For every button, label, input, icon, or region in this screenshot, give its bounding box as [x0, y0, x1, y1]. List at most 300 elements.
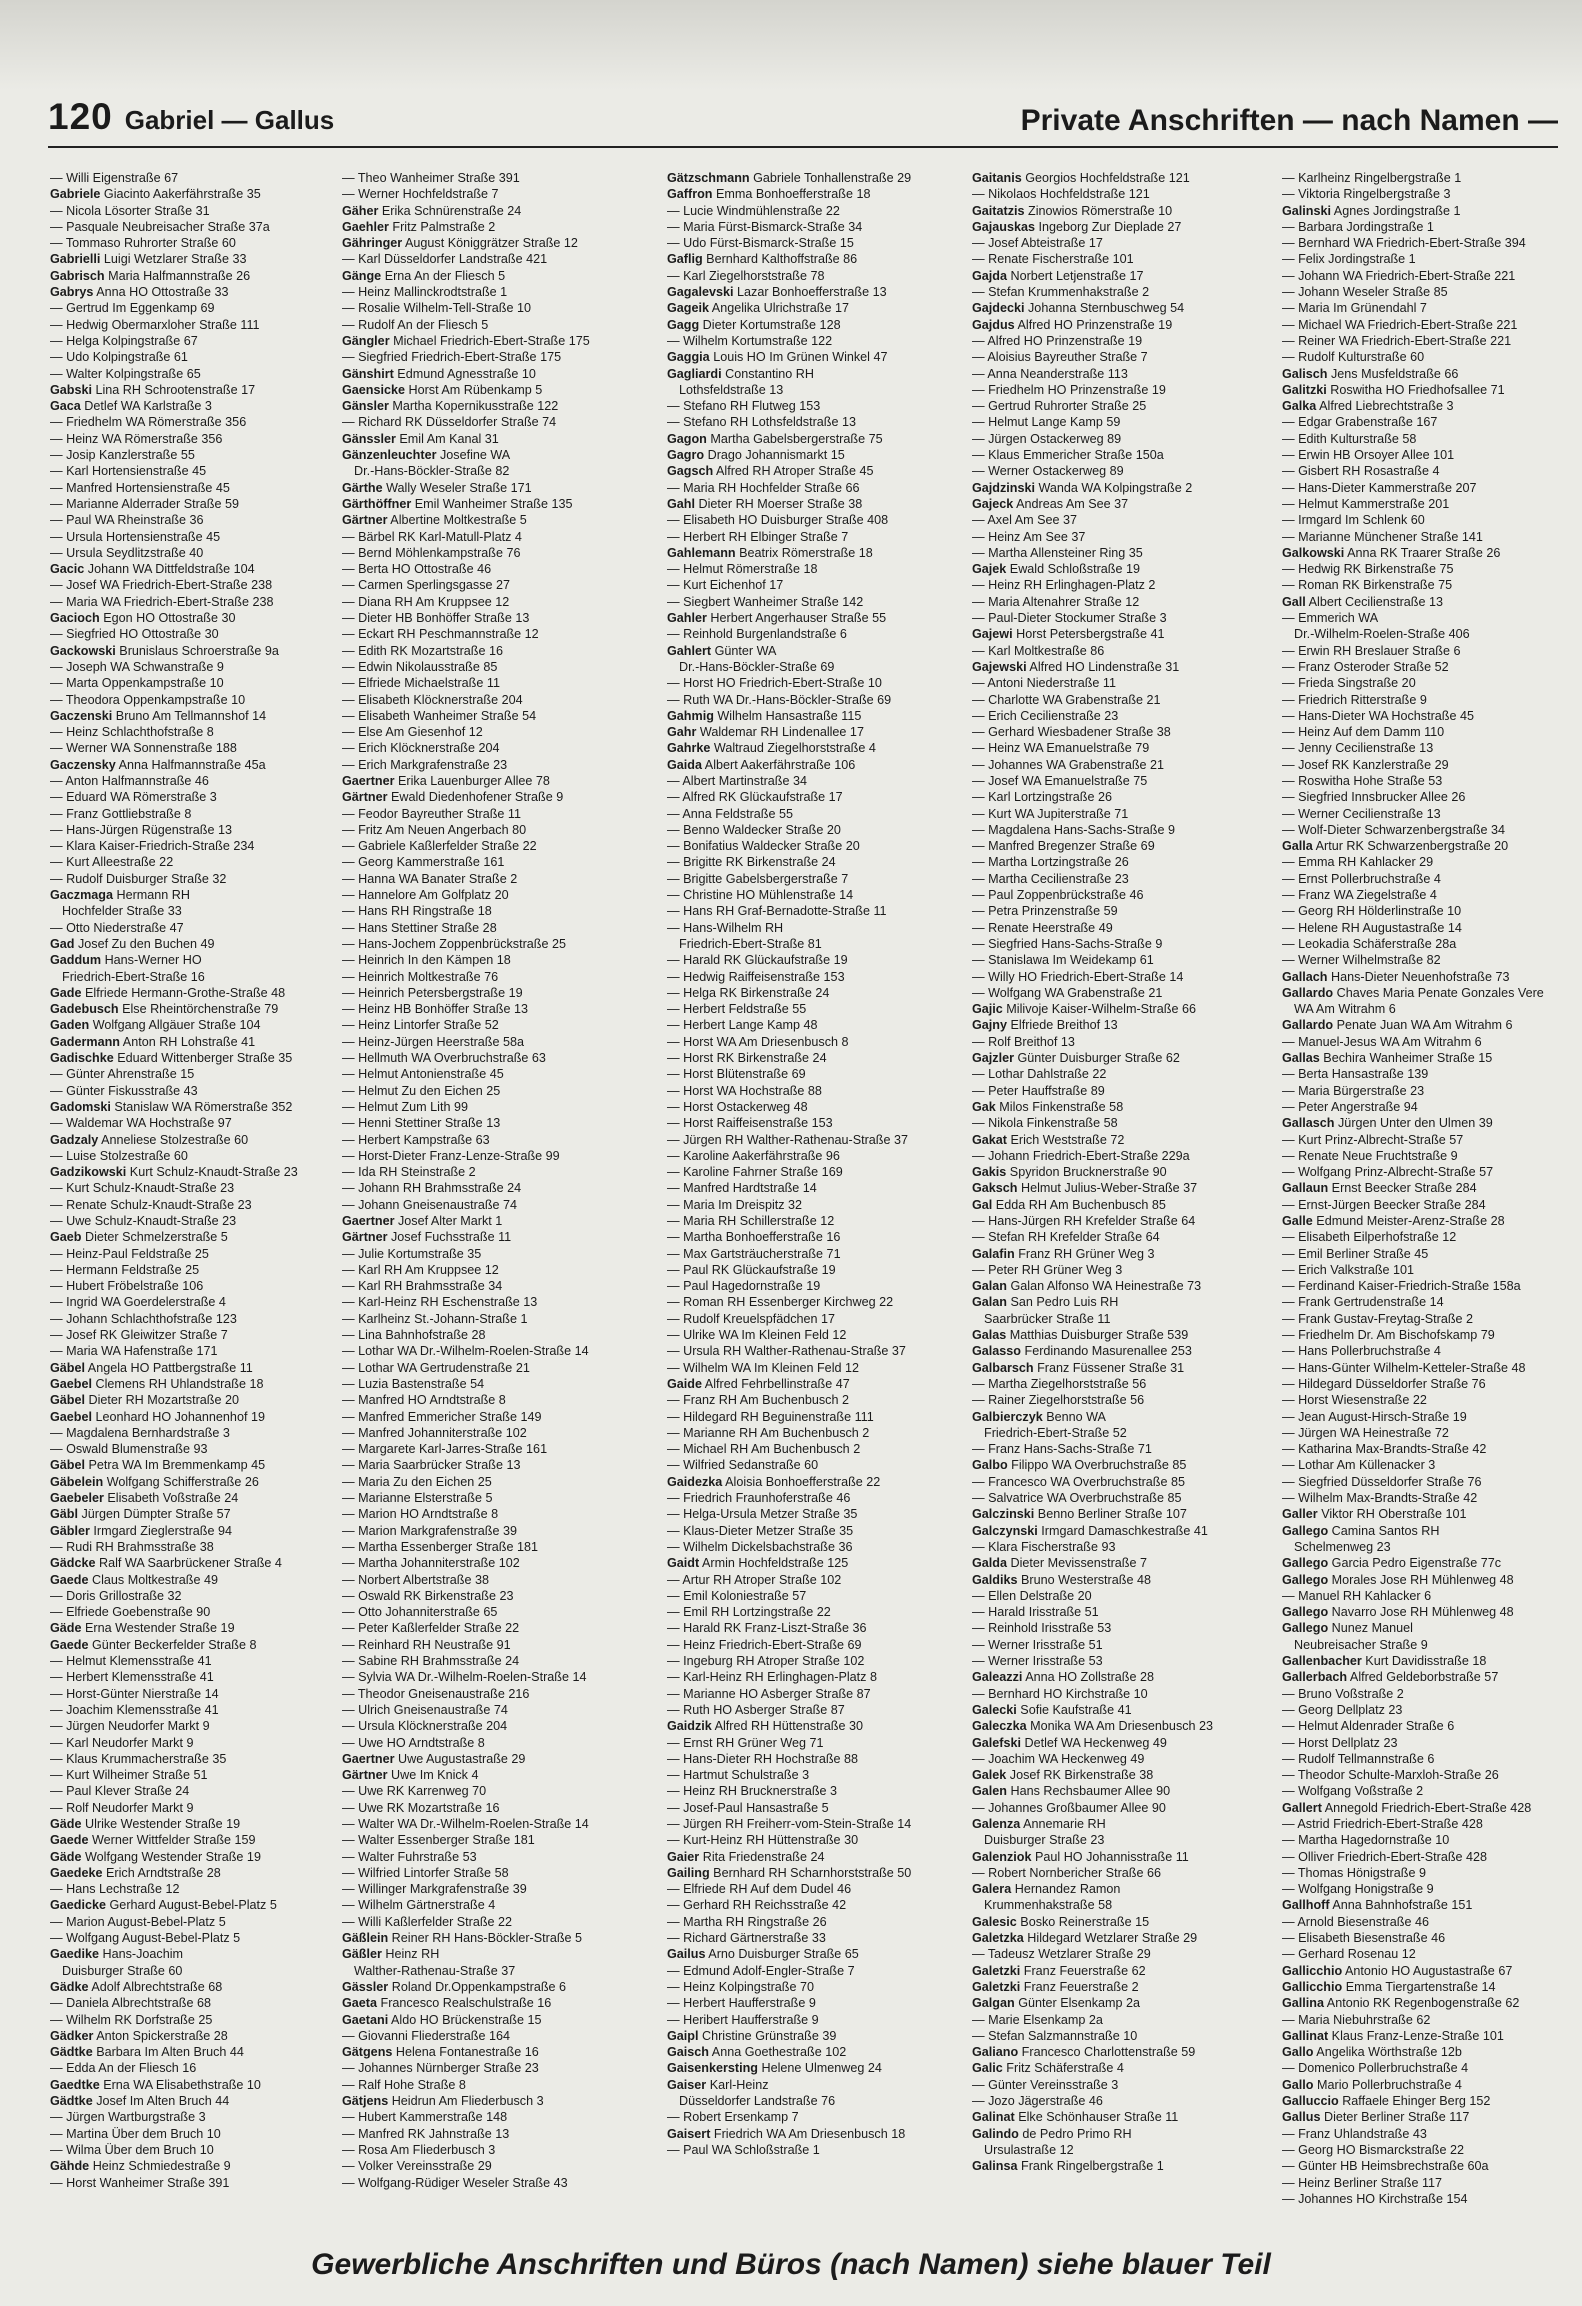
directory-entry: Gaflig Bernhard Kalthoffstraße 86 — [667, 252, 858, 267]
directory-entry: — Hans Lechstraße 12 — [50, 1882, 180, 1897]
directory-entry: Gallardo Chaves Maria Penate Gonzales Vere — [1282, 985, 1544, 1000]
directory-entry: — Hans Pollerbruchstraße 4 — [1282, 1344, 1441, 1359]
directory-entry: — Johannes Großbaumer Allee 90 — [972, 1800, 1166, 1815]
directory-entry: — Johann RH Brahmsstraße 24 — [342, 1181, 522, 1196]
directory-entry: — Günter Ahrenstraße 15 — [50, 1067, 195, 1082]
directory-entry: — Jozo Jägerstraße 46 — [972, 2094, 1103, 2109]
directory-entry: Gagalevski Lazar Bonhoefferstraße 13 — [667, 285, 887, 300]
directory-entry: — Maria Im Grünendahl 7 — [1282, 301, 1427, 316]
directory-entry: — Axel Am See 37 — [972, 513, 1078, 528]
directory-entry: Duisburger Straße 23 — [984, 1833, 1105, 1848]
directory-entry: — Erwin RH Breslauer Straße 6 — [1282, 643, 1461, 658]
directory-entry: Gallo Angelika Wörthstraße 12b — [1282, 2045, 1462, 2060]
directory-entry: Galefski Detlef WA Heckenweg 49 — [972, 1735, 1167, 1750]
directory-entry: — Hildegard RH Beguinenstraße 111 — [667, 1409, 874, 1424]
directory-entry: — Helmut Römerstraße 18 — [667, 562, 818, 577]
directory-entry: Gageik Angelika Ulrichstraße 17 — [667, 301, 849, 316]
directory-entry: — Frieda Singstraße 20 — [1282, 676, 1416, 691]
directory-entry: — Theo Wanheimer Straße 391 — [342, 171, 520, 185]
directory-entry: — Kurt Alleestraße 22 — [50, 855, 174, 870]
directory-entry: — Berta HO Ottostraße 46 — [342, 562, 492, 577]
directory-entry: — Willi Kaßlerfelder Straße 22 — [342, 1914, 513, 1929]
directory-entry: — Fritz Am Neuen Angerbach 80 — [342, 822, 527, 837]
directory-entry: — Wolfgang-Rüdiger Weseler Straße 43 — [342, 2175, 568, 2190]
directory-entry: Gaedeke Erich Arndtstraße 28 — [50, 1865, 221, 1880]
directory-entry: — Maria Saarbrücker Straße 13 — [342, 1458, 521, 1473]
directory-entry: — Karl-Heinz RH Erlinghagen-Platz 8 — [667, 1670, 877, 1685]
directory-entry: Gaisch Anna Goethestraße 102 — [667, 2045, 847, 2060]
directory-entry: — Irmgard Im Schlenk 60 — [1282, 513, 1425, 528]
directory-entry: — Reinhard RH Neustraße 91 — [342, 1637, 511, 1652]
directory-entry: — Hans-Jürgen Rügenstraße 13 — [50, 822, 233, 837]
directory-entry: — Gerhard Rosenau 12 — [1282, 1947, 1416, 1962]
directory-entry: Galinski Agnes Jordingstraße 1 — [1282, 203, 1461, 218]
directory-entry: Gallus Dieter Berliner Straße 117 — [1282, 2110, 1470, 2125]
directory-entry: Gaitatzis Zinowios Römerstraße 10 — [972, 203, 1173, 218]
directory-entry: Galafin Franz RH Grüner Weg 3 — [972, 1246, 1155, 1261]
directory-entry: — Anna Neanderstraße 113 — [972, 366, 1128, 381]
directory-entry: — Ursula Hortensienstraße 45 — [50, 529, 221, 544]
directory-entry: Gädtke Josef Im Alten Bruch 44 — [50, 2094, 230, 2109]
directory-entry: — Klaus Krummacherstraße 35 — [50, 1751, 227, 1766]
directory-entry: Gaebel Clemens RH Uhlandstraße 18 — [50, 1376, 264, 1391]
directory-entry: Galluccio Raffaele Ehinger Berg 152 — [1282, 2094, 1491, 2109]
directory-entry: — Heinz Mallinckrodtstraße 1 — [342, 285, 508, 300]
directory-entry: Gallego Navarro Jose RH Mühlenweg 48 — [1282, 1605, 1514, 1620]
directory-entry: Gahmig Wilhelm Hansastraße 115 — [667, 708, 862, 723]
directory-entry: — Friedhelm HO Prinzenstraße 19 — [972, 382, 1166, 397]
directory-entry: Gaede Werner Wittfelder Straße 159 — [50, 1833, 256, 1848]
directory-entry: — Bernhard HO Kirchstraße 10 — [972, 1686, 1148, 1701]
directory-entry: — Manfred Bregenzer Straße 69 — [972, 839, 1155, 854]
directory-entry: Friedrich-Ebert-Straße 16 — [62, 969, 205, 984]
directory-entry: — Elfriede Goebenstraße 90 — [50, 1605, 211, 1620]
directory-entry: — Rosalie Wilhelm-Tell-Straße 10 — [342, 301, 531, 316]
directory-entry: — Doris Grillostraße 32 — [50, 1588, 182, 1603]
directory-entry: — Wilhelm WA Im Kleinen Feld 12 — [667, 1360, 859, 1375]
directory-entry: Gadermann Anton RH Lohstraße 41 — [50, 1034, 256, 1049]
directory-entry: — Ida RH Steinstraße 2 — [342, 1165, 476, 1180]
directory-entry: Gakat Erich Weststraße 72 — [972, 1132, 1125, 1147]
directory-entry: — Karl Hortensienstraße 45 — [50, 464, 207, 479]
directory-entry: Galasso Ferdinando Masurenallee 253 — [972, 1344, 1192, 1359]
directory-entry: — Horst WA Hochstraße 88 — [667, 1083, 822, 1098]
directory-entry: — Edmund Adolf-Engler-Straße 7 — [667, 1963, 855, 1978]
directory-entry: Friedrich-Ebert-Straße 52 — [984, 1425, 1127, 1440]
directory-entry: — Hans-Dieter RH Hochstraße 88 — [667, 1751, 859, 1766]
directory-entry: — Erich Klöcknerstraße 204 — [342, 741, 500, 756]
directory-entry: — Udo Fürst-Bismarck-Straße 15 — [667, 236, 854, 251]
directory-entry: Gajda Norbert Letjenstraße 17 — [972, 268, 1144, 283]
directory-entry: Gad Josef Zu den Buchen 49 — [50, 936, 215, 951]
directory-entry: — Bernd Möhlenkampstraße 76 — [342, 545, 521, 560]
directory-entry: — Max Gartsträucherstraße 71 — [667, 1246, 841, 1261]
directory-entry: — Astrid Friedrich-Ebert-Straße 428 — [1282, 1816, 1483, 1831]
directory-entry: Gahr Waldemar RH Lindenallee 17 — [667, 725, 864, 740]
directory-entry: Gajeck Andreas Am See 37 — [972, 496, 1129, 511]
directory-entry: Galczynski Irmgard Damaschkestraße 41 — [972, 1523, 1208, 1538]
directory-entry: Gallego Morales Jose RH Mühlenweg 48 — [1282, 1572, 1514, 1587]
directory-entry: — Rudolf Kulturstraße 60 — [1282, 350, 1425, 365]
directory-entry: Galle Edmund Meister-Arenz-Straße 28 — [1282, 1214, 1505, 1228]
directory-entry: — Marta Oppenkampstraße 10 — [50, 676, 224, 691]
directory-entry: — Eduard WA Römerstraße 3 — [50, 790, 217, 805]
directory-entry: Gaetani Aldo HO Brückenstraße 15 — [342, 2012, 542, 2027]
directory-entry: Gänssler Emil Am Kanal 31 — [342, 431, 499, 446]
directory-entry: — Sylvia WA Dr.-Wilhelm-Roelen-Straße 14 — [342, 1670, 587, 1685]
directory-entry: — Wilhelm Dickelsbachstraße 36 — [667, 1539, 853, 1554]
directory-entry: — Emma RH Kahlacker 29 — [1282, 855, 1434, 870]
directory-entry: — Hans-Wilhelm RH — [667, 920, 784, 935]
directory-entry: Gabriele Giacinto Aakerfährstraße 35 — [50, 187, 261, 202]
directory-entry: Gaidzik Alfred RH Hüttenstraße 30 — [667, 1719, 863, 1734]
directory-entry: — Klaus Emmericher Straße 150a — [972, 448, 1164, 463]
directory-entry: — Werner Wilhelmstraße 82 — [1282, 953, 1441, 968]
directory-entry: — Franz Gottliebstraße 8 — [50, 806, 192, 821]
directory-entry: Galdiks Bruno Westerstraße 48 — [972, 1572, 1151, 1587]
directory-entry: — Michael WA Friedrich-Ebert-Straße 221 — [1282, 317, 1518, 332]
directory-entry: Gaensicke Horst Am Rübenkamp 5 — [342, 382, 543, 397]
directory-entry: Gallert Annegold Friedrich-Ebert-Straße 428 — [1282, 1800, 1532, 1815]
directory-entry: — Oswald Blumenstraße 93 — [50, 1442, 208, 1457]
directory-entry: — Reinhold Burgenlandstraße 6 — [667, 627, 847, 642]
directory-entry: — Werner Ostackerweg 89 — [972, 464, 1124, 479]
directory-entry: — Marie Elsenkamp 2a — [972, 2012, 1103, 2027]
directory-entry: — Heinz-Paul Feldstraße 25 — [50, 1246, 209, 1261]
directory-entry: — Stefano RH Lothsfeldstraße 13 — [667, 415, 857, 430]
directory-entry: — Ruth WA Dr.-Hans-Böckler-Straße 69 — [667, 692, 892, 707]
directory-entry: Gallinat Klaus Franz-Lenze-Straße 101 — [1282, 2028, 1504, 2043]
directory-entry: — Arnold Biesenstraße 46 — [1282, 1914, 1430, 1929]
directory-entry: — Kurt Schulz-Knaudt-Straße 23 — [50, 1181, 235, 1196]
directory-entry: — Petra Prinzenstraße 59 — [972, 904, 1118, 919]
directory-entry: — Herbert Kampstraße 63 — [342, 1132, 490, 1147]
directory-entry: Galetzka Hildegard Wetzlarer Straße 29 — [972, 1931, 1198, 1946]
directory-entry: Galera Hernandez Ramon — [972, 1882, 1121, 1897]
directory-entry: — Paul Zoppenbrückstraße 46 — [972, 888, 1144, 903]
directory-entry: — Wilhelm Gärtnerstraße 4 — [342, 1898, 496, 1913]
directory-column-5 — [1282, 170, 1582, 2240]
directory-entry: — Georg Kammerstraße 161 — [342, 855, 505, 870]
directory-entry: — Robert Nornbericher Straße 66 — [972, 1865, 1161, 1880]
directory-entry: Gackowski Brunislaus Schroerstraße 9a — [50, 643, 279, 658]
directory-entry: Saarbrücker Straße 11 — [984, 1311, 1111, 1326]
directory-entry: — Martha Lortzingstraße 26 — [972, 855, 1129, 870]
directory-entry: Gagon Martha Gabelsbergerstraße 75 — [667, 431, 883, 446]
directory-entry: — Karl Ziegelhorststraße 78 — [667, 268, 825, 283]
directory-entry: — Hannelore Am Golfplatz 20 — [342, 888, 509, 903]
directory-entry: — Ellen Delstraße 20 — [972, 1588, 1092, 1603]
directory-entry: — Viktoria Ringelbergstraße 3 — [1282, 187, 1451, 202]
directory-entry: — Uwe HO Arndtstraße 8 — [342, 1735, 485, 1750]
directory-entry: Gaidezka Aloisia Bonhoefferstraße 22 — [667, 1474, 881, 1489]
directory-entry: — Werner Irisstraße 53 — [972, 1654, 1103, 1669]
directory-entry: — Werner Irisstraße 51 — [972, 1637, 1103, 1652]
directory-entry: — Edith Kulturstraße 58 — [1282, 431, 1417, 446]
directory-entry: — Martha Ziegelhorststraße 56 — [972, 1376, 1147, 1391]
directory-entry: — Hans RH Ringstraße 18 — [342, 904, 492, 919]
directory-entry: Gallina Antonio RK Regenbogenstraße 62 — [1282, 1996, 1520, 2011]
directory-entry: Dr.-Hans-Böckler-Straße 82 — [354, 464, 510, 479]
directory-entry: Ursulastraße 12 — [984, 2142, 1074, 2157]
directory-entry: Gallego Garcia Pedro Eigenstraße 77c — [1282, 1556, 1502, 1571]
directory-entry: — Rainer Ziegelhorststraße 56 — [972, 1393, 1145, 1408]
directory-entry: Duisburger Straße 60 — [62, 1963, 183, 1978]
directory-entry: — Erich Cecilienstraße 23 — [972, 708, 1119, 723]
directory-entry: — Klara Fischerstraße 93 — [972, 1539, 1116, 1554]
directory-entry: — Heinz RH Erlinghagen-Platz 2 — [972, 578, 1156, 593]
directory-entry: — Antoni Niederstraße 11 — [972, 676, 1116, 691]
directory-entry: — Rudi RH Brahmsstraße 38 — [50, 1539, 214, 1554]
directory-entry: — Barbara Jordingstraße 1 — [1282, 219, 1434, 234]
directory-entry: Galetzki Franz Feuerstraße 2 — [972, 1979, 1139, 1994]
directory-entry: Gätzschmann Gabriele Tonhallenstraße 29 — [667, 171, 912, 185]
directory-entry: — Helmut Lange Kamp 59 — [972, 415, 1121, 430]
directory-entry: — Willi Eigenstraße 67 — [50, 171, 179, 185]
directory-entry: — Manfred Hardtstraße 14 — [667, 1181, 817, 1196]
directory-entry: — Anna Feldstraße 55 — [667, 806, 794, 821]
directory-entry: — Aloisius Bayreuther Straße 7 — [972, 350, 1148, 365]
directory-entry: Gaddum Hans-Werner HO — [50, 953, 202, 968]
directory-entry: Gajek Ewald Schloßstraße 19 — [972, 562, 1141, 577]
directory-entry: Gallo Mario Pollerbruchstraße 4 — [1282, 2077, 1462, 2092]
directory-entry: Gadebusch Else Rheintörchenstraße 79 — [50, 1002, 279, 1017]
directory-entry: — Giovanni Fliederstraße 164 — [342, 2028, 510, 2043]
directory-entry: Gaeta Francesco Realschulstraße 16 — [342, 1996, 552, 2011]
directory-entry: Gadzaly Anneliese Stolzestraße 60 — [50, 1132, 249, 1147]
directory-entry: — Michael RH Am Buchenbusch 2 — [667, 1442, 861, 1457]
footer-note: Gewerbliche Anschriften und Büros (nach Namen) siehe blauer Teil — [311, 2248, 1271, 2281]
directory-entry: — Tommaso Ruhrorter Straße 60 — [50, 236, 236, 251]
directory-entry: Gallicchio Antonio HO Augustastraße 67 — [1282, 1963, 1513, 1978]
directory-entry: — Peter Kaßlerfelder Straße 22 — [342, 1621, 520, 1636]
directory-entry: — Kurt Prinz-Albrecht-Straße 57 — [1282, 1132, 1464, 1147]
directory-entry: Gadzikowski Kurt Schulz-Knaudt-Straße 23 — [50, 1165, 298, 1180]
directory-entry: Gagliardi Constantino RH — [667, 366, 814, 381]
directory-entry: — Hedwig Obermarxloher Straße 111 — [50, 317, 260, 332]
directory-entry: — Ernst-Jürgen Beecker Straße 284 — [1282, 1197, 1486, 1212]
directory-entry: Galinat Elke Schönhauser Straße 11 — [972, 2110, 1179, 2125]
directory-entry: — Theodor Schulte-Marxloh-Straße 26 — [1282, 1768, 1499, 1783]
directory-entry: — Volker Vereinsstraße 29 — [342, 2159, 492, 2174]
directory-entry: — Siegfried Hans-Sachs-Straße 9 — [972, 936, 1163, 951]
directory-entry: — Daniela Albrechtstraße 68 — [50, 1996, 212, 2011]
directory-entry: — Siegbert Wanheimer Straße 142 — [667, 594, 864, 609]
directory-entry: Gaertner Josef Alter Markt 1 — [342, 1214, 503, 1228]
directory-entry: Gajzler Günter Duisburger Straße 62 — [972, 1051, 1180, 1066]
directory-entry: — Siegfried Düsseldorfer Straße 76 — [1282, 1474, 1482, 1489]
directory-entry: — Erich Valkstraße 101 — [1282, 1262, 1415, 1277]
directory-entry: — Maria Bürgerstraße 23 — [1282, 1083, 1425, 1098]
directory-entry: Gallerbach Alfred Geldeborbstraße 57 — [1282, 1670, 1499, 1685]
directory-entry: Gade Elfriede Hermann-Grothe-Straße 48 — [50, 985, 286, 1000]
directory-entry: — Henni Stettiner Straße 13 — [342, 1116, 501, 1131]
directory-entry: Gänsler Martha Kopernikusstraße 122 — [342, 399, 559, 414]
directory-entry: — Tadeusz Wetzlarer Straße 29 — [972, 1947, 1151, 1962]
directory-entry: Gallasch Jürgen Unter den Ulmen 39 — [1282, 1116, 1493, 1131]
directory-entry: — Hellmuth WA Overbruchstraße 63 — [342, 1051, 546, 1066]
directory-entry: Gaebel Leonhard HO Johannenhof 19 — [50, 1409, 265, 1424]
directory-entry: — Johannes Nürnberger Straße 23 — [342, 2061, 539, 2076]
directory-entry: — Bruno Voßstraße 2 — [1282, 1686, 1404, 1701]
directory-entry: Galkowski Anna RK Traarer Straße 26 — [1282, 545, 1501, 560]
directory-entry: — Hubert Kammerstraße 148 — [342, 2110, 508, 2125]
directory-entry: — Reiner WA Friedrich-Ebert-Straße 221 — [1282, 333, 1512, 348]
directory-entry: Dr.-Hans-Böckler-Straße 69 — [679, 659, 835, 674]
directory-entry: — Peter Hauffstraße 89 — [972, 1083, 1105, 1098]
directory-entry: — Willy HO Friedrich-Ebert-Straße 14 — [972, 969, 1184, 984]
directory-entry: Galenza Annemarie RH — [972, 1816, 1106, 1831]
directory-entry: — Johannes HO Kirchstraße 154 — [1282, 2191, 1468, 2206]
directory-entry: — Frank Gertrudenstraße 14 — [1282, 1295, 1444, 1310]
name-range: Gabriel — Gallus — [124, 105, 335, 135]
directory-entry: — Lothar Am Küllenacker 3 — [1282, 1458, 1436, 1473]
directory-entry: Gaggia Louis HO Im Grünen Winkel 47 — [667, 350, 888, 365]
directory-entry: — Heinz Schlachthofstraße 8 — [50, 725, 214, 740]
directory-entry: — Karl Lortzingstraße 26 — [972, 790, 1112, 805]
directory-entry: — Lucie Windmühlenstraße 22 — [667, 203, 840, 218]
directory-entry: — Wolfgang Honigstraße 9 — [1282, 1882, 1434, 1897]
directory-entry: Gallicchio Emma Tiergartenstraße 14 — [1282, 1979, 1496, 1994]
directory-entry: — Horst Wanheimer Straße 391 — [50, 2175, 230, 2190]
directory-entry: — Udo Kolpingstraße 61 — [50, 350, 188, 365]
directory-entry: Gärtner Uwe Im Knick 4 — [342, 1768, 479, 1783]
directory-entry: — Johann Schlachthofstraße 123 — [50, 1311, 237, 1326]
directory-entry: — Kurt Eichenhof 17 — [667, 578, 784, 593]
directory-entry: — Wilhelm RK Dorfstraße 25 — [50, 2012, 213, 2027]
directory-entry: Gänzenleuchter Josefine WA — [342, 448, 511, 463]
directory-entry: Galetzki Franz Feuerstraße 62 — [972, 1963, 1146, 1978]
directory-entry: — Felix Jordingstraße 1 — [1282, 252, 1416, 267]
directory-entry: — Rudolf An der Fliesch 5 — [342, 317, 489, 332]
directory-entry: — Karl RH Am Kruppsee 12 — [342, 1262, 499, 1277]
directory-entry: — Jürgen Neudorfer Markt 9 — [50, 1719, 210, 1734]
directory-entry: Schelmenweg 23 — [1294, 1539, 1391, 1554]
directory-entry: — Brigitte RK Birkenstraße 24 — [667, 855, 836, 870]
directory-entry: — Renate Fischerstraße 101 — [972, 252, 1134, 267]
directory-entry: — Heinrich Moltkestraße 76 — [342, 969, 499, 984]
directory-entry: — Walter WA Dr.-Wilhelm-Roelen-Straße 14 — [342, 1816, 589, 1831]
directory-entry: — Ingeburg RH Atroper Straße 102 — [667, 1654, 865, 1669]
directory-entry: — Frank Gustav-Freytag-Straße 2 — [1282, 1311, 1474, 1326]
directory-entry: — Karl-Heinz RH Eschenstraße 13 — [342, 1295, 538, 1310]
directory-entry: — Klaus-Dieter Metzer Straße 35 — [667, 1523, 854, 1538]
directory-entry: — Paul WA Schloßstraße 1 — [667, 2142, 820, 2157]
directory-entry: — Diana RH Am Kruppsee 12 — [342, 594, 510, 609]
directory-entry: — Marion HO Arndtstraße 8 — [342, 1507, 499, 1522]
directory-entry: Gaertner Erika Lauenburger Allee 78 — [342, 773, 550, 788]
directory-entry: — Peter RH Grüner Weg 3 — [972, 1262, 1123, 1277]
directory-entry: Gaebeler Elisabeth Voßstraße 24 — [50, 1491, 239, 1506]
directory-entry: Gagg Dieter Kortumstraße 128 — [667, 317, 841, 332]
directory-entry: — Otto Niederstraße 47 — [50, 920, 184, 935]
directory-entry: — Magdalena Hans-Sachs-Straße 9 — [972, 822, 1175, 837]
directory-entry: — Werner Hochfeldstraße 7 — [342, 187, 499, 202]
directory-entry: — Rudolf Tellmannstraße 6 — [1282, 1751, 1435, 1766]
directory-entry: — Franz RH Am Buchenbusch 2 — [667, 1393, 849, 1408]
directory-entry: Gal Edda RH Am Buchenbusch 85 — [972, 1197, 1166, 1212]
directory-entry: — Siegfried Friedrich-Ebert-Straße 175 — [342, 350, 562, 365]
directory-entry: — Harald Irisstraße 51 — [972, 1605, 1099, 1620]
directory-entry: Gailing Bernhard RH Scharnhorststraße 50 — [667, 1865, 912, 1880]
directory-entry: — Paul-Dieter Stockumer Straße 3 — [972, 611, 1167, 626]
directory-entry: — Heinz-Jürgen Heerstraße 58a — [342, 1034, 524, 1049]
directory-entry: Gaedicke Gerhard August-Bebel-Platz 5 — [50, 1898, 277, 1913]
directory-entry: — Günter Fiskusstraße 43 — [50, 1083, 198, 1098]
directory-entry: — Karl RH Brahmsstraße 34 — [342, 1279, 503, 1294]
directory-entry: — Renate Heerstraße 49 — [972, 920, 1113, 935]
directory-entry: Gajdecki Johanna Sternbuschweg 54 — [972, 301, 1185, 316]
directory-entry: — Horst RK Birkenstraße 24 — [667, 1051, 827, 1066]
directory-entry: — Thomas Hönigstraße 9 — [1282, 1865, 1426, 1880]
directory-entry: Gagsch Alfred RH Atroper Straße 45 — [667, 464, 874, 479]
directory-entry: — Alfred RK Glückaufstraße 17 — [667, 790, 843, 805]
directory-entry: Gabrielli Luigi Wetzlarer Straße 33 — [50, 252, 247, 267]
directory-entry: — Ingrid WA Goerdelerstraße 4 — [50, 1295, 226, 1310]
directory-entry: Galczinski Benno Berliner Straße 107 — [972, 1507, 1187, 1522]
directory-entry: Gärthe Wally Weseler Straße 171 — [342, 480, 532, 495]
directory-entry: — Francesco WA Overbruchstraße 85 — [972, 1474, 1185, 1489]
directory-entry: — Elisabeth Eilperhofstraße 12 — [1282, 1230, 1457, 1245]
directory-entry: — Uwe Schulz-Knaudt-Straße 23 — [50, 1214, 237, 1228]
directory-entry: — Uwe RK Mozartstraße 16 — [342, 1800, 500, 1815]
directory-entry: Gäbl Jürgen Dümpter Straße 57 — [50, 1507, 231, 1522]
directory-entry: Hochfelder Straße 33 — [62, 904, 182, 919]
directory-entry: — Gerhard RH Reichsstraße 42 — [667, 1898, 847, 1913]
directory-entry: — Maria Fürst-Bismarck-Straße 34 — [667, 219, 863, 234]
directory-entry: Gäde Erna Westender Straße 19 — [50, 1621, 235, 1636]
directory-entry: — Nicola Lösorter Straße 31 — [50, 203, 210, 218]
directory-entry: — Hans Stettiner Straße 28 — [342, 920, 497, 935]
directory-entry: — Martha Johanniterstraße 102 — [342, 1556, 520, 1571]
directory-entry: Gahl Dieter RH Moerser Straße 38 — [667, 496, 863, 511]
directory-entry: — Martha Cecilienstraße 23 — [972, 871, 1129, 886]
directory-entry: — Stefan Salzmannstraße 10 — [972, 2028, 1138, 2043]
directory-entry: — Elisabeth Klöcknerstraße 204 — [342, 692, 523, 707]
directory-entry: — Martha Allensteiner Ring 35 — [972, 545, 1143, 560]
directory-entry: — Paul RK Glückaufstraße 19 — [667, 1262, 836, 1277]
directory-entry: — Marianne RH Am Buchenbusch 2 — [667, 1425, 870, 1440]
directory-entry: — Lina Bahnhofstraße 28 — [342, 1328, 486, 1343]
directory-entry: Galinsa Frank Ringelbergstraße 1 — [972, 2159, 1164, 2174]
directory-entry: — Jürgen Wartburgstraße 3 — [50, 2110, 206, 2125]
directory-entry: — Heinz Lintorfer Straße 52 — [342, 1018, 499, 1033]
directory-entry: — Josef WA Emanuelstraße 75 — [972, 773, 1148, 788]
directory-entry: — Franz WA Ziegelstraße 4 — [1282, 888, 1437, 903]
directory-entry: — Johann Weseler Straße 85 — [1282, 285, 1448, 300]
directory-entry: — Georg Dellplatz 23 — [1282, 1702, 1403, 1717]
directory-entry: Gärthöffner Emil Wanheimer Straße 135 — [342, 496, 573, 511]
directory-entry: Gahlert Günter WA — [667, 643, 777, 658]
directory-entry: — Rolf Breithof 13 — [972, 1034, 1075, 1049]
directory-entry: — Josef WA Friedrich-Ebert-Straße 238 — [50, 578, 273, 593]
directory-entry: — Horst Raiffeisenstraße 153 — [667, 1116, 833, 1131]
directory-entry: Galecki Sofie Kaufstraße 41 — [972, 1702, 1132, 1717]
directory-entry: — Norbert Albertstraße 38 — [342, 1572, 489, 1587]
directory-entry: — Hartmut Schulstraße 3 — [667, 1768, 810, 1783]
directory-entry: — Helmut Zu den Eichen 25 — [342, 1083, 501, 1098]
directory-entry: — Paul Hagedornstraße 19 — [667, 1279, 821, 1294]
directory-entry: — Heribert Haufferstraße 9 — [667, 2012, 819, 2027]
directory-entry: — Georg RH Hölderlinstraße 10 — [1282, 904, 1462, 919]
directory-entry: Gaffron Emma Bonhoefferstraße 18 — [667, 187, 871, 202]
directory-entry: — Edgar Grabenstraße 167 — [1282, 415, 1438, 430]
directory-entry: Galiano Francesco Charlottenstraße 59 — [972, 2045, 1196, 2060]
directory-entry: — Horst Dellplatz 23 — [1282, 1735, 1398, 1750]
directory-entry: — Horst Wiesenstraße 22 — [1282, 1393, 1427, 1408]
directory-entry: — Artur RH Atroper Straße 102 — [667, 1572, 842, 1587]
directory-entry: — Günter HB Heimsbrechstraße 60a — [1282, 2159, 1489, 2174]
